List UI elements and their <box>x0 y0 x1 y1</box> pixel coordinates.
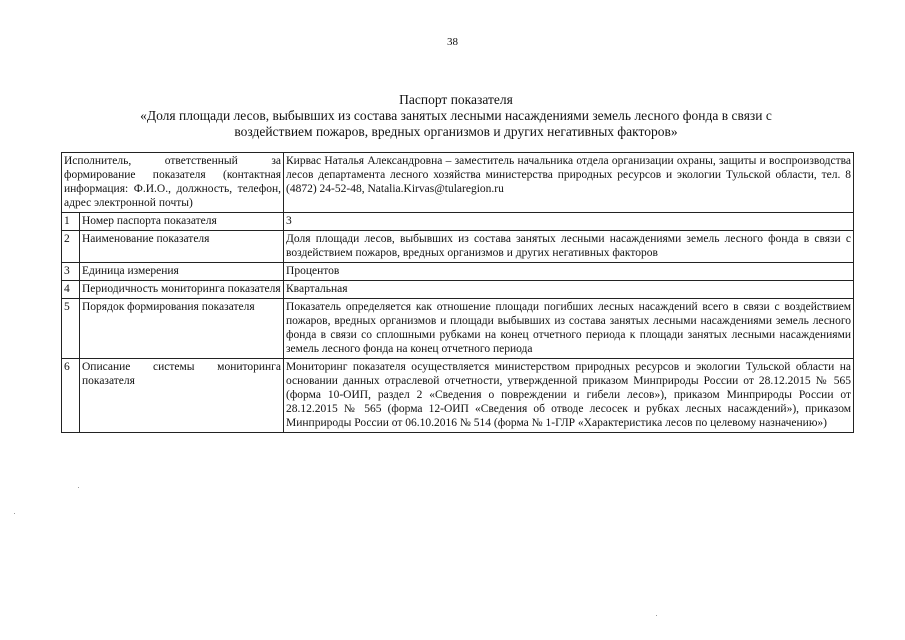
row-value: Доля площади лесов, выбывших из состава занятых лесными насаждениями земель лесного фонда в связи с воздействием пожаров, вредных организмов и других негативных факторов <box>284 231 854 263</box>
table-row <box>62 231 854 263</box>
scan-speck <box>78 487 79 488</box>
row-number: 1 <box>62 213 80 231</box>
executor-value: Кирвас Наталья Александровна – заместитель начальника отдела организации охраны, защиты и воспроизводства лесов департамента лесного хозяйства министерства природных ресурсов и экологии Тульской области, тел. 8 (4872) 24-52-48, Natalia.Kirvas@tularegion.ru <box>284 153 854 213</box>
row-label: Порядок формирования показателя <box>80 299 284 359</box>
title-line-1: Паспорт показателя <box>399 92 513 107</box>
row-label: Периодичность мониторинга показателя <box>80 281 284 299</box>
executor-label: Исполнитель, ответственный за формирование показателя (контактная информация: Ф.И.О., должность, телефон, адрес электронной почты) <box>62 153 284 213</box>
row-number: 5 <box>62 299 80 359</box>
row-label: Единица измерения <box>80 263 284 281</box>
row-number: 2 <box>62 231 80 263</box>
table-row <box>62 213 854 231</box>
table-row <box>62 281 854 299</box>
title-line-3: воздействием пожаров, вредных организмов и других негативных факторов» <box>234 124 678 139</box>
row-number: 3 <box>62 263 80 281</box>
row-number: 6 <box>62 359 80 433</box>
row-label: Наименование показателя <box>80 231 284 263</box>
passport-table <box>61 152 854 433</box>
row-value: Показатель определяется как отношение площади погибших лесных насаждений всего в связи с воздействием пожаров, вредных организмов и площади выбывших из состава занятых лесными насаждениями земель лесного фонда в связи со сплошными рубками на конец отчетного периода к площади занятых лесными насаждениями земель лесного фонда на конец отчетного периода <box>284 299 854 359</box>
table-row <box>62 263 854 281</box>
page-number: 38 <box>447 36 458 48</box>
row-value: Мониторинг показателя осуществляется министерством природных ресурсов и экологии Тульской области на основании данных отраслевой отчетности, утвержденной приказом Минприроды России от 28.12.2015 № 565 (форма 10-ОИП, раздел 2 «Сведения о повреждении и гибели лесов»), приказом Минприроды России от 28.12.2015 № 565 (форма 12-ОИП «Сведения об отводе лесосек и рубках лесных насаждений»), приказом Минприроды России от 06.10.2016 № 514 (форма № 1-ГЛР «Характеристика лесов по целевому назначению») <box>284 359 854 433</box>
row-label: Номер паспорта показателя <box>80 213 284 231</box>
title-line-2: «Доля площади лесов, выбывших из состава занятых лесными насаждениями земель лесного фонда в связи с <box>140 108 772 123</box>
row-label: Описание системы мониторинга показателя <box>80 359 284 433</box>
scan-speck <box>656 615 657 616</box>
row-value: 3 <box>284 213 854 231</box>
table-row <box>62 359 854 433</box>
table-row-executor <box>62 153 854 213</box>
row-value: Процентов <box>284 263 854 281</box>
scan-speck <box>14 513 15 514</box>
document-title <box>60 92 852 140</box>
row-value: Квартальная <box>284 281 854 299</box>
table-row <box>62 299 854 359</box>
row-number: 4 <box>62 281 80 299</box>
